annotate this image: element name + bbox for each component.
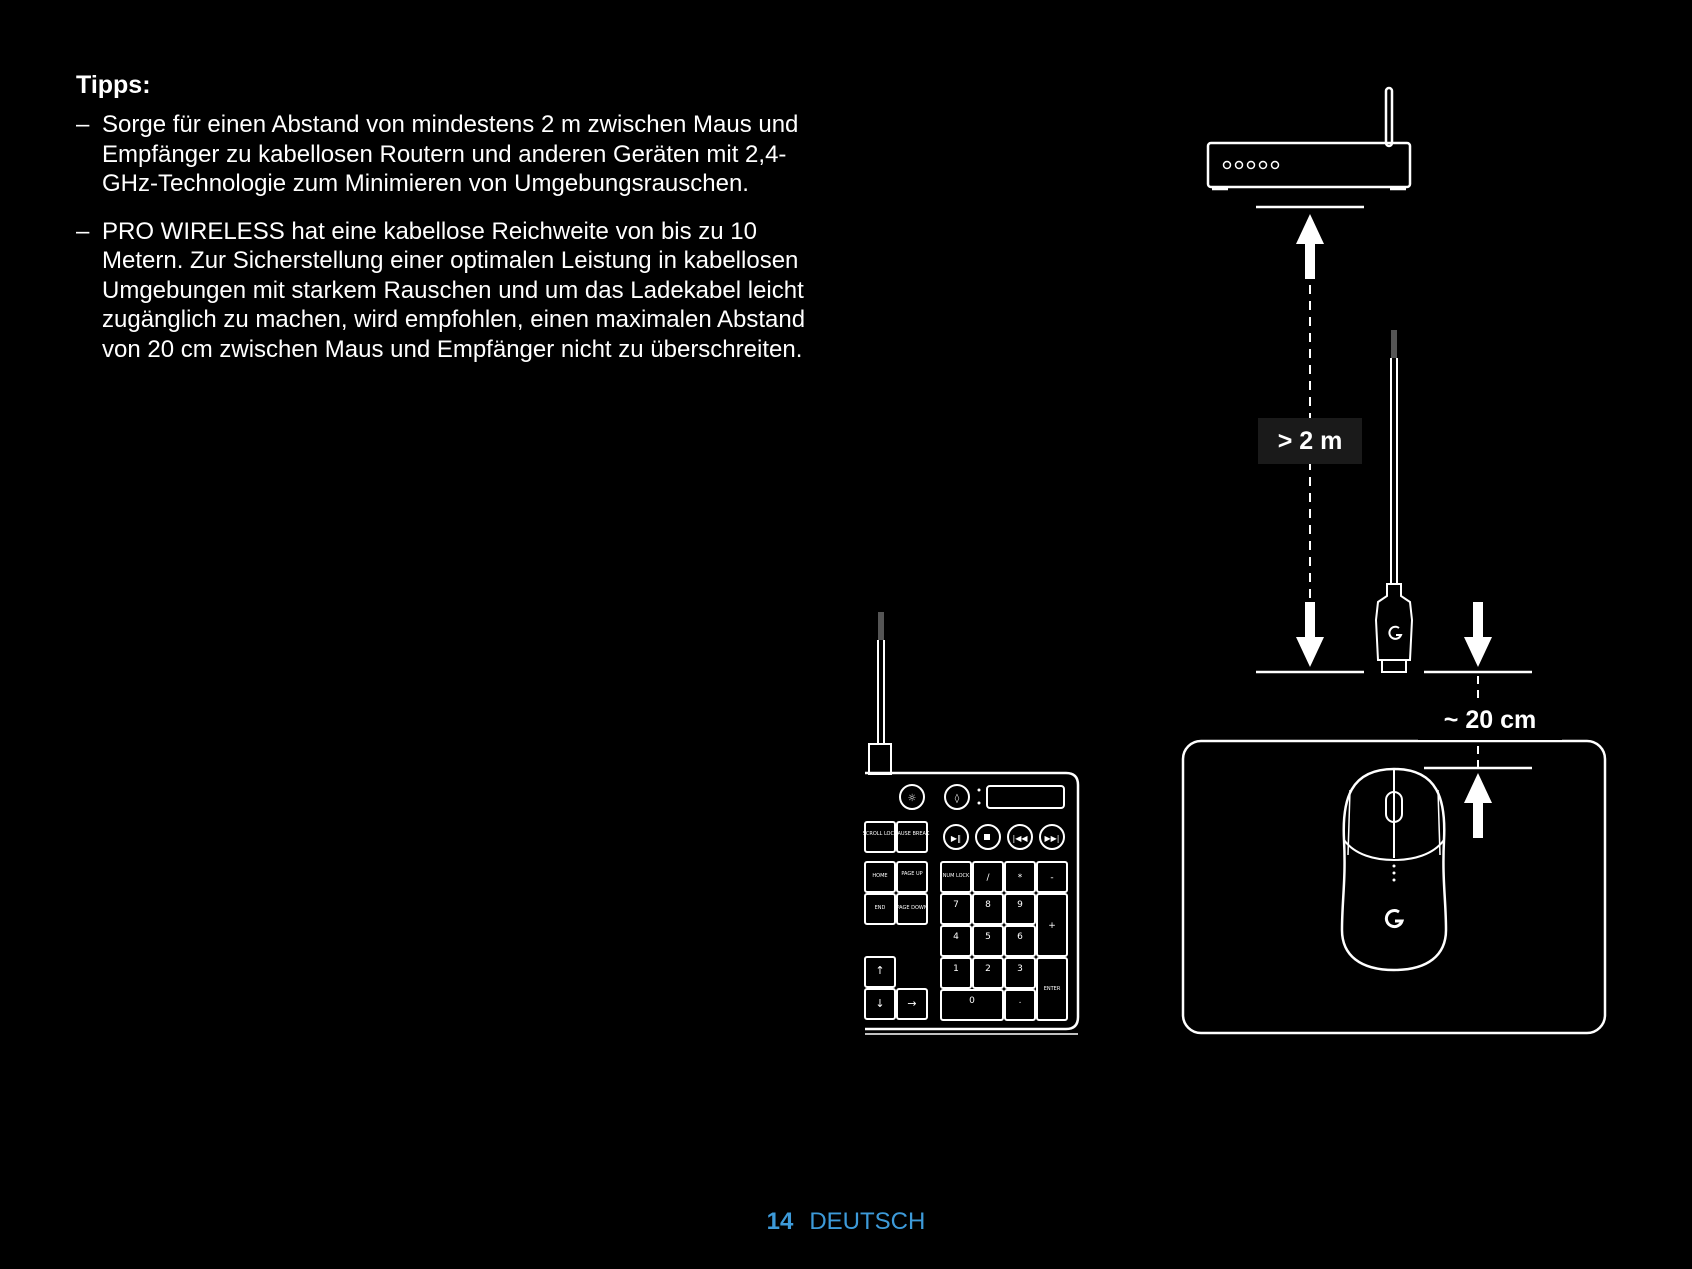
play-pause-icon: ▶‖ — [950, 834, 962, 843]
key-5: 5 — [985, 932, 991, 942]
tip-text: Sorge für einen Abstand von mindestens 2 m zwischen Maus und Empfänger zu kabellosen Routern und anderen Geräten mit 2,4-GHz-Technologie zum Minimieren von Umgebungsrauschen. — [102, 111, 799, 197]
key-7: 7 — [953, 900, 959, 910]
key-slash: / — [986, 873, 990, 883]
key-minus: - — [1050, 873, 1054, 883]
key-end: END — [874, 905, 886, 911]
key-0: 0 — [969, 996, 975, 1006]
tips-title: Tipps: — [76, 71, 151, 99]
key-plus: + — [1048, 921, 1056, 931]
logitech-g-logo-icon — [1386, 911, 1402, 927]
key-enter: ENTER — [1043, 986, 1061, 992]
key-dot: . — [1018, 996, 1022, 1006]
tip-dash: – — [76, 217, 90, 245]
keyboard-symbol-legends — [875, 793, 1059, 1010]
game-mode-icon: ◊ — [954, 794, 960, 804]
key-page-down: PAGE DOWN — [896, 905, 928, 911]
page-number: 14 — [766, 1208, 794, 1235]
footer-language: DEUTSCH — [809, 1208, 926, 1235]
tip-text: PRO WIRELESS hat eine kabellose Reichweite von bis zu 10 Metern. Zur Sicherstellung einer optimalen Leistung in kabellosen Umgebungen mit starkem Rauschen und um das Ladekabel leicht zugänglich zu machen, wird empfohlen, einen maximalen Abstand von 20 cm zwischen Maus und Empfänger nicht zu überschreiten. — [102, 217, 806, 363]
brightness-icon: ☼ — [907, 793, 917, 804]
keyboard-legends — [863, 831, 1061, 1006]
key-page-up: PAGE UP — [901, 871, 923, 877]
page-footer — [0, 1208, 1692, 1236]
key-home: HOME — [872, 873, 888, 879]
next-track-icon: ▶▶| — [1044, 834, 1060, 843]
distance-mouse-label: ~ 20 cm — [1418, 700, 1562, 740]
usb-receiver-illustration — [1376, 330, 1412, 672]
key-6: 6 — [1017, 932, 1023, 942]
mouse-illustration — [1342, 769, 1446, 970]
arrow-up-icon: ↑ — [875, 964, 885, 977]
key-pause-break: PAUSE BREAK — [894, 831, 930, 837]
tip-dash: – — [76, 111, 90, 138]
arrow-down-icon: ↓ — [875, 997, 885, 1010]
key-2: 2 — [985, 964, 991, 974]
key-asterisk: * — [1017, 873, 1023, 883]
distance-router-label: > 2 m — [1258, 418, 1362, 464]
key-3: 3 — [1017, 964, 1023, 974]
key-8: 8 — [985, 900, 991, 910]
key-1: 1 — [953, 964, 959, 974]
router-illustration — [1208, 88, 1410, 207]
key-scroll-lock: SCROLL LOCK — [862, 831, 898, 837]
key-num-lock: NUM LOCK — [942, 873, 970, 879]
key-4: 4 — [953, 932, 959, 942]
key-9: 9 — [1017, 900, 1023, 910]
previous-track-icon: |◀◀ — [1012, 834, 1028, 843]
keyboard-illustration — [862, 612, 1078, 1034]
arrow-right-icon: → — [907, 997, 917, 1010]
